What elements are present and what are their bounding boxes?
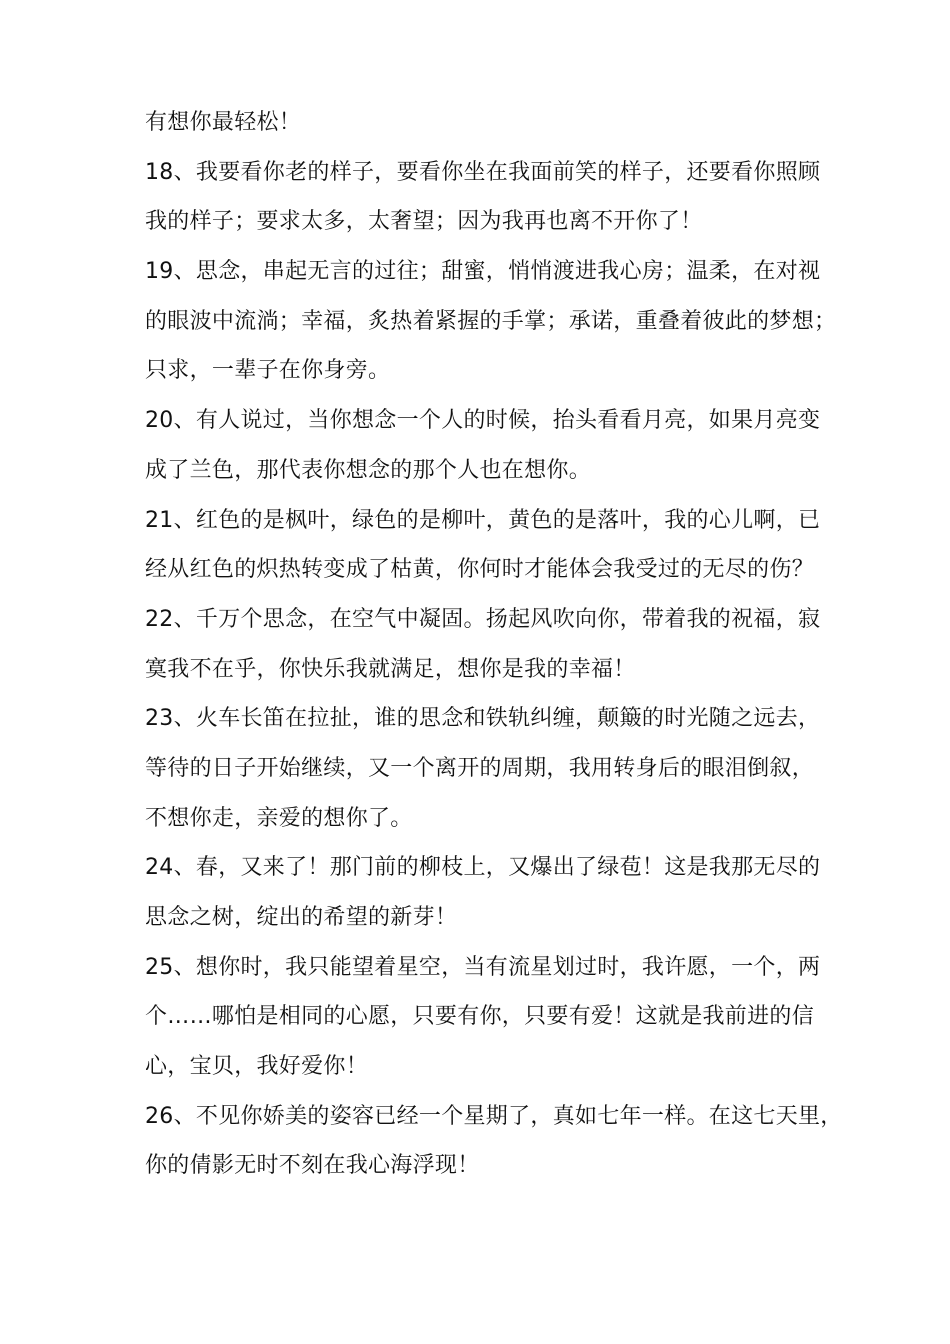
text-line: 经从红色的炽热转变成了枯黄，你何时才能体会我受过的无尽的伤？	[145, 557, 815, 583]
text-line: 23、火车长笛在拉扯，谁的思念和铁轨纠缠，颠簸的时光随之远去，	[145, 706, 821, 732]
text-line: 思念之树，绽出的希望的新芽！	[145, 905, 458, 930]
text-line: 我的样子；要求太多，太奢望；因为我再也离不开你了！	[145, 209, 703, 235]
body-text	[145, 98, 843, 1191]
text-line: 21、红色的是枫叶，绿色的是柳叶，黄色的是落叶，我的心儿啊，已	[145, 507, 821, 533]
text-line: 18、我要看你老的样子，要看你坐在我面前笑的样子，还要看你照顾	[145, 159, 821, 185]
text-line: 的眼波中流淌；幸福，炙热着紧握的手掌；承诺，重叠着彼此的梦想；	[145, 308, 837, 334]
text-line: 26、不见你娇美的姿容已经一个星期了，真如七年一样。在这七天里，	[145, 1103, 843, 1129]
text-line: 不想你走，亲爱的想你了。	[145, 805, 413, 831]
text-line: 19、思念，串起无言的过往；甜蜜，悄悄渡进我心房；温柔，在对视	[145, 259, 821, 285]
text-line: 22、千万个思念，在空气中凝固。扬起风吹向你，带着我的祝福，寂	[145, 606, 821, 632]
text-line: 25、想你时，我只能望着星空，当有流星划过时，我许愿，一个，两	[145, 954, 821, 980]
text-line: 24、春，又来了！那门前的柳枝上，又爆出了绿苞！这是我那无尽的	[145, 855, 821, 881]
text-line: 寞我不在乎，你快乐我就满足，想你是我的幸福！	[145, 656, 636, 682]
text-line: 心，宝贝，我好爱你！	[145, 1054, 369, 1080]
text-line: 有想你最轻松！	[145, 110, 302, 135]
text-line: 个……哪怕是相同的心愿，只要有你，只要有爱！这就是我前进的信	[145, 1004, 815, 1030]
text-line: 你的倩影无时不刻在我心海浮现！	[145, 1153, 480, 1179]
text-line: 等待的日子开始继续，又一个离开的周期，我用转身后的眼泪倒叙，	[145, 755, 815, 781]
text-line: 成了兰色，那代表你想念的那个人也在想你。	[145, 457, 592, 483]
text-line: 只求，一辈子在你身旁。	[145, 358, 391, 384]
text-line: 20、有人说过，当你想念一个人的时候，抬头看看月亮，如果月亮变	[145, 408, 821, 434]
